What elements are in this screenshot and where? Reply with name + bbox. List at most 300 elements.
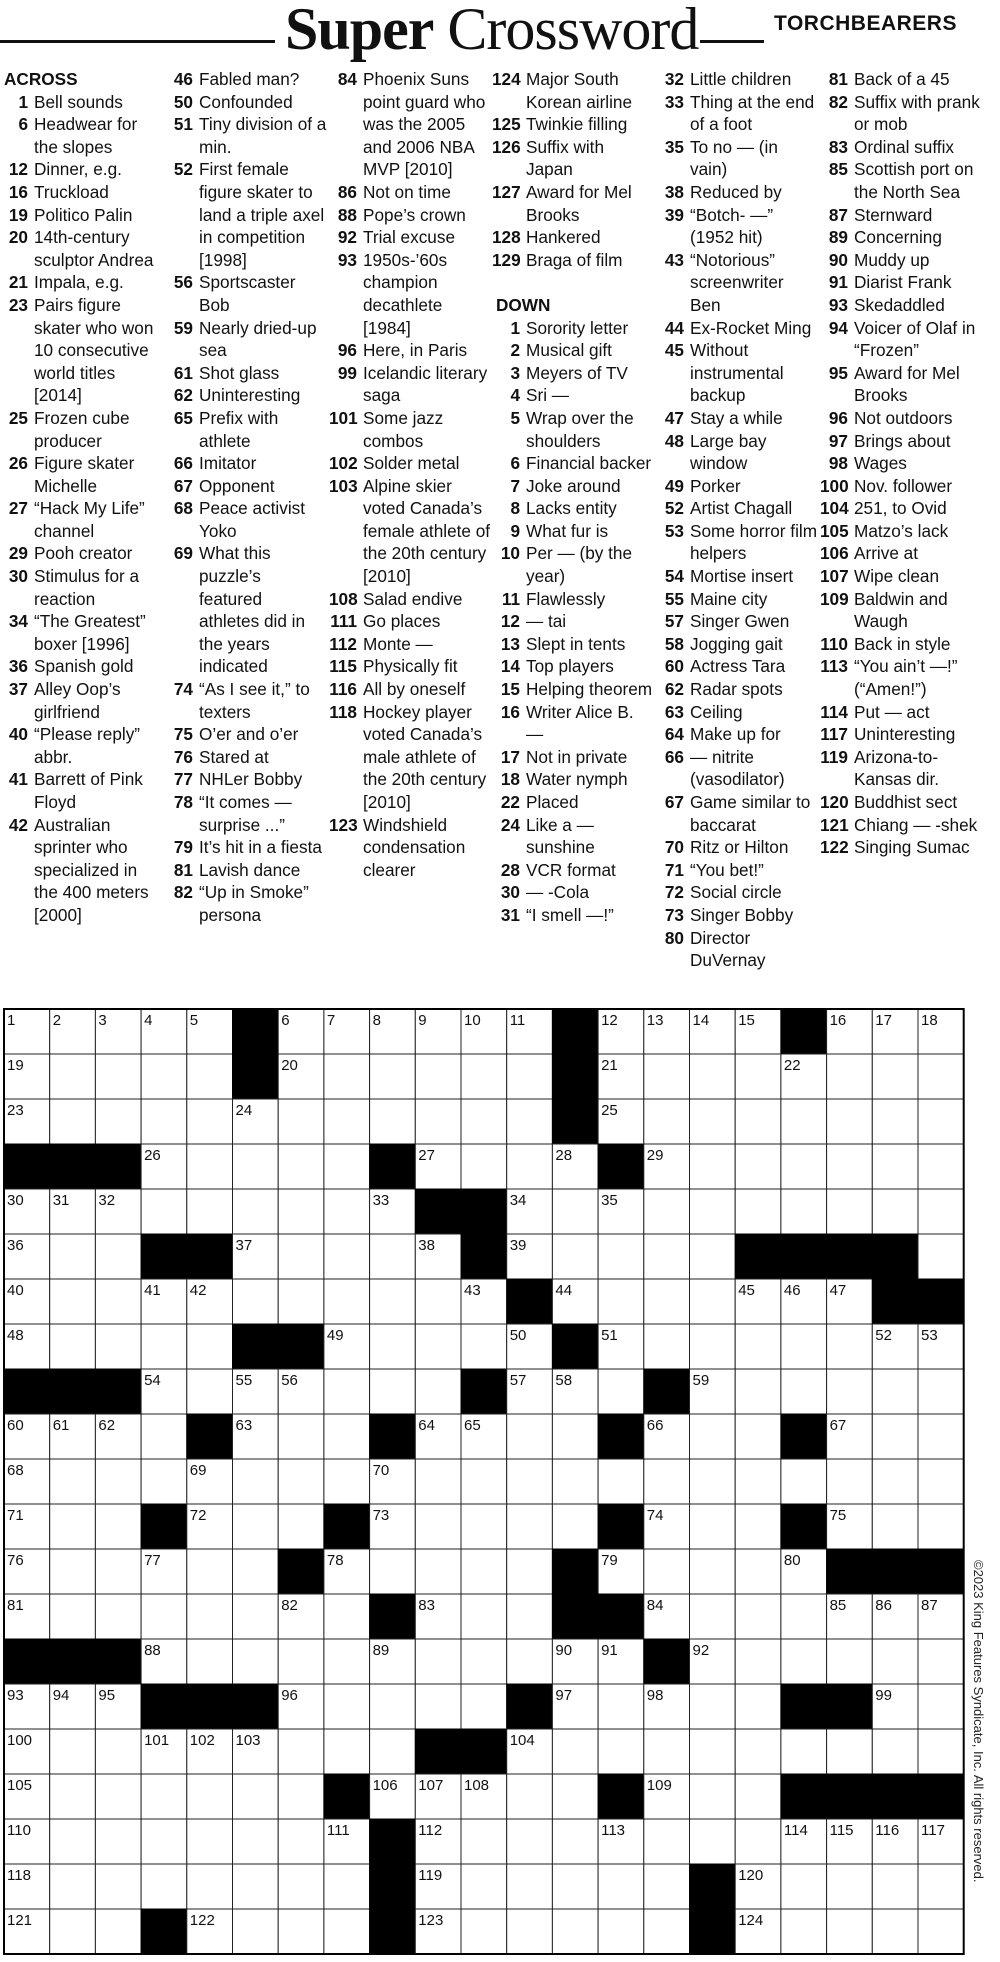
grid-cell[interactable] (415, 1099, 461, 1144)
grid-cell[interactable] (278, 1864, 324, 1909)
grid-cell[interactable] (918, 1864, 964, 1909)
grid-cell[interactable] (644, 1234, 690, 1279)
grid-cell[interactable] (690, 1504, 736, 1549)
grid-cell[interactable] (552, 1234, 598, 1279)
grid-cell[interactable] (827, 1324, 873, 1369)
grid-cell[interactable] (50, 1729, 96, 1774)
clue-item (820, 791, 982, 814)
grid-cell[interactable] (278, 1774, 324, 1819)
grid-cell[interactable] (598, 1369, 644, 1414)
grid-cell[interactable] (233, 1549, 279, 1594)
grid-cell[interactable] (690, 1234, 736, 1279)
grid-cell[interactable] (918, 1414, 964, 1459)
grid-cell[interactable] (827, 1189, 873, 1234)
grid-cell[interactable] (461, 1324, 507, 1369)
grid-cell[interactable] (187, 1369, 233, 1414)
grid-cell[interactable] (141, 1594, 187, 1639)
grid-cell[interactable] (918, 1639, 964, 1684)
grid-cell[interactable] (690, 1324, 736, 1369)
grid-cell[interactable] (598, 1864, 644, 1909)
clue-number: 121 (820, 814, 849, 835)
grid-cell[interactable] (95, 1279, 141, 1324)
grid-cell[interactable] (781, 1909, 827, 1954)
grid-cell[interactable] (324, 1054, 370, 1099)
grid-cell[interactable] (324, 1144, 370, 1189)
grid-cell[interactable] (278, 1144, 324, 1189)
grid-cell[interactable] (278, 1504, 324, 1549)
grid-cell[interactable] (278, 1729, 324, 1774)
clue-number: 16 (500, 701, 520, 722)
grid-cell[interactable] (187, 1324, 233, 1369)
grid-cell[interactable] (918, 1504, 964, 1549)
clue-text: Water nymph (526, 769, 628, 790)
clue-item (820, 271, 982, 294)
grid-cell[interactable] (324, 1099, 370, 1144)
grid-cell[interactable] (918, 1099, 964, 1144)
black-square (187, 1234, 233, 1279)
grid-cell[interactable] (644, 1459, 690, 1504)
clue-number: 13 (500, 633, 520, 654)
grid-cell[interactable] (507, 1099, 553, 1144)
clue-number: 12 (8, 159, 28, 180)
grid-cell[interactable] (552, 1504, 598, 1549)
grid-cell[interactable] (735, 1414, 781, 1459)
grid-cell[interactable] (735, 1684, 781, 1729)
grid-cell[interactable] (50, 1234, 96, 1279)
grid-cell[interactable] (415, 1054, 461, 1099)
grid-cell[interactable] (95, 1729, 141, 1774)
grid-cell[interactable] (233, 1639, 279, 1684)
grid-cell[interactable] (324, 1234, 370, 1279)
clue-text: Major South Korean airline (526, 69, 633, 112)
cell-number: 109 (646, 1777, 672, 1794)
grid-cell[interactable] (644, 1054, 690, 1099)
cell-number: 73 (372, 1507, 390, 1524)
clue-number: 100 (820, 475, 849, 496)
grid-cell[interactable] (872, 1099, 918, 1144)
clue-text: Not on time (363, 181, 451, 202)
grid-cell[interactable] (507, 1414, 553, 1459)
grid-cell[interactable] (827, 1864, 873, 1909)
grid-cell[interactable] (141, 1189, 187, 1234)
grid-cell[interactable] (370, 1279, 416, 1324)
grid-cell[interactable] (827, 1729, 873, 1774)
cell-number: 91 (601, 1642, 618, 1659)
grid-cell[interactable] (507, 1504, 553, 1549)
grid-cell[interactable] (735, 1459, 781, 1504)
grid-cell[interactable] (781, 1459, 827, 1504)
grid-cell[interactable] (233, 1189, 279, 1234)
grid-cell[interactable] (507, 1549, 553, 1594)
grid-cell[interactable] (644, 1729, 690, 1774)
grid-cell[interactable] (872, 1144, 918, 1189)
black-square (781, 1234, 827, 1279)
cell-number: 27 (418, 1147, 435, 1164)
grid-cell[interactable] (50, 1504, 96, 1549)
grid-cell[interactable] (95, 1819, 141, 1864)
clue-number: 120 (820, 792, 849, 812)
grid-cell[interactable] (735, 1369, 781, 1414)
grid-cell[interactable] (95, 1504, 141, 1549)
grid-cell[interactable] (872, 1864, 918, 1909)
grid-cell[interactable] (598, 1729, 644, 1774)
grid-cell[interactable] (278, 1414, 324, 1459)
grid-cell[interactable] (278, 1819, 324, 1864)
grid-cell[interactable] (324, 1729, 370, 1774)
grid-cell[interactable] (187, 1819, 233, 1864)
grid-cell[interactable] (415, 1369, 461, 1414)
grid-cell[interactable] (644, 1279, 690, 1324)
grid-cell[interactable] (324, 1864, 370, 1909)
grid-cell[interactable] (507, 1864, 553, 1909)
grid-cell[interactable] (735, 1324, 781, 1369)
grid-cell[interactable] (324, 1639, 370, 1684)
grid-cell[interactable] (690, 1144, 736, 1189)
grid-cell[interactable] (278, 1099, 324, 1144)
grid-cell[interactable] (872, 1189, 918, 1234)
grid-cell[interactable] (918, 1144, 964, 1189)
grid-cell[interactable] (735, 1549, 781, 1594)
grid-cell[interactable] (918, 1459, 964, 1504)
grid-cell[interactable] (187, 1594, 233, 1639)
grid-cell[interactable] (415, 1639, 461, 1684)
grid-cell[interactable] (50, 1819, 96, 1864)
grid-cell[interactable] (187, 1639, 233, 1684)
grid-cell[interactable] (95, 1594, 141, 1639)
cell-number: 47 (829, 1282, 847, 1299)
grid-cell[interactable] (690, 1099, 736, 1144)
black-square (644, 1639, 690, 1684)
grid-cell[interactable] (918, 1189, 964, 1234)
grid-cell[interactable] (781, 1144, 827, 1189)
grid-cell[interactable] (141, 1324, 187, 1369)
grid-cell[interactable] (50, 1774, 96, 1819)
grid-cell[interactable] (370, 1324, 416, 1369)
grid-cell[interactable] (598, 1909, 644, 1954)
grid-cell[interactable] (324, 1909, 370, 1954)
grid-cell[interactable] (95, 1774, 141, 1819)
grid-cell[interactable] (507, 1909, 553, 1954)
grid-cell[interactable] (141, 1819, 187, 1864)
grid-cell[interactable] (690, 1054, 736, 1099)
grid-cell[interactable] (507, 1594, 553, 1639)
grid-cell[interactable] (872, 1459, 918, 1504)
grid-cell[interactable] (370, 1234, 416, 1279)
grid-cell[interactable] (507, 1639, 553, 1684)
grid-cell[interactable] (50, 1279, 96, 1324)
grid-cell[interactable] (415, 1504, 461, 1549)
clue-number: 72 (664, 882, 684, 903)
grid-cell[interactable] (233, 1459, 279, 1504)
grid-cell[interactable] (278, 1279, 324, 1324)
grid-cell[interactable] (735, 1189, 781, 1234)
grid-cell[interactable] (735, 1144, 781, 1189)
grid-cell[interactable] (827, 1099, 873, 1144)
clue-number: 22 (500, 792, 520, 812)
grid-cell[interactable] (415, 1684, 461, 1729)
clue-item (0, 294, 162, 407)
grid-cell[interactable] (141, 1864, 187, 1909)
grid-cell[interactable] (370, 1684, 416, 1729)
grid-cell[interactable] (50, 1864, 96, 1909)
grid-cell[interactable] (187, 1549, 233, 1594)
grid-cell[interactable] (781, 1594, 827, 1639)
grid-cell[interactable] (552, 1864, 598, 1909)
grid-cell[interactable] (872, 1909, 918, 1954)
cell-number: 15 (738, 1012, 755, 1029)
grid-cell[interactable] (552, 1909, 598, 1954)
grid-cell[interactable] (690, 1549, 736, 1594)
grid-cell[interactable] (552, 1729, 598, 1774)
grid-cell[interactable] (552, 1819, 598, 1864)
grid-cell[interactable] (644, 1864, 690, 1909)
crossword-grid (3, 1008, 964, 1954)
clue-item (165, 317, 327, 362)
grid-cell[interactable] (95, 1234, 141, 1279)
grid-cell[interactable] (187, 1144, 233, 1189)
grid-cell[interactable] (141, 1054, 187, 1099)
cell-number: 83 (418, 1597, 435, 1614)
grid-cell[interactable] (461, 1459, 507, 1504)
grid-cell[interactable] (781, 1639, 827, 1684)
grid-cell[interactable] (233, 1909, 279, 1954)
grid-cell[interactable] (735, 1819, 781, 1864)
grid-cell[interactable] (50, 1549, 96, 1594)
grid-cell[interactable] (690, 1414, 736, 1459)
grid-cell[interactable] (918, 1909, 964, 1954)
grid-cell[interactable] (690, 1189, 736, 1234)
grid-cell[interactable] (461, 1054, 507, 1099)
grid-cell[interactable] (50, 1054, 96, 1099)
grid-cell[interactable] (278, 1639, 324, 1684)
clue-text: 14th-century sculptor Andrea (34, 227, 154, 270)
grid-cell[interactable] (233, 1279, 279, 1324)
grid-cell[interactable] (507, 1774, 553, 1819)
black-square (187, 1414, 233, 1459)
grid-cell[interactable] (644, 1099, 690, 1144)
grid-cell[interactable] (872, 1639, 918, 1684)
grid-cell[interactable] (872, 1369, 918, 1414)
grid-cell[interactable] (461, 1819, 507, 1864)
grid-cell[interactable] (324, 1189, 370, 1234)
grid-cell[interactable] (95, 1099, 141, 1144)
grid-cell[interactable] (95, 1549, 141, 1594)
grid-cell[interactable] (187, 1189, 233, 1234)
grid-cell[interactable] (735, 1099, 781, 1144)
grid-cell[interactable] (461, 1144, 507, 1189)
grid-cell[interactable] (827, 1144, 873, 1189)
grid-cell[interactable] (324, 1594, 370, 1639)
grid-cell[interactable] (735, 1504, 781, 1549)
grid-cell[interactable] (918, 1729, 964, 1774)
cell-number: 11 (509, 1012, 526, 1029)
grid-cell[interactable] (370, 1369, 416, 1414)
grid-cell[interactable] (644, 1549, 690, 1594)
grid-cell[interactable] (233, 1594, 279, 1639)
cell-number: 4 (144, 1012, 153, 1029)
clue-number: 20 (8, 227, 28, 248)
grid-cell[interactable] (95, 1324, 141, 1369)
grid-cell[interactable] (415, 1279, 461, 1324)
clue-item (329, 362, 491, 407)
grid-cell[interactable] (735, 1594, 781, 1639)
grid-cell[interactable] (872, 1729, 918, 1774)
grid-cell[interactable] (872, 1054, 918, 1099)
grid-cell[interactable] (552, 1189, 598, 1234)
grid-cell[interactable] (233, 1864, 279, 1909)
grid-cell[interactable] (278, 1909, 324, 1954)
grid-cell[interactable] (50, 1909, 96, 1954)
grid-cell[interactable] (141, 1774, 187, 1819)
grid-cell[interactable] (95, 1459, 141, 1504)
grid-cell[interactable] (690, 1684, 736, 1729)
grid-cell[interactable] (507, 1459, 553, 1504)
grid-cell[interactable] (781, 1369, 827, 1414)
grid-cell[interactable] (415, 1549, 461, 1594)
grid-cell[interactable] (735, 1054, 781, 1099)
grid-cell[interactable] (690, 1729, 736, 1774)
grid-cell[interactable] (461, 1639, 507, 1684)
grid-cell[interactable] (690, 1594, 736, 1639)
clue-number: 78 (173, 792, 193, 812)
grid-cell[interactable] (552, 1774, 598, 1819)
grid-cell[interactable] (324, 1279, 370, 1324)
grid-cell[interactable] (552, 1414, 598, 1459)
clue-text: Nearly dried-up sea (199, 317, 317, 361)
grid-cell[interactable] (370, 1054, 416, 1099)
grid-cell[interactable] (598, 1684, 644, 1729)
grid-cell[interactable] (187, 1054, 233, 1099)
clue-text: Singing Sumac (854, 837, 970, 858)
grid-cell[interactable] (690, 1459, 736, 1504)
grid-cell[interactable] (781, 1189, 827, 1234)
grid-cell[interactable] (187, 1864, 233, 1909)
clue-number: 45 (664, 340, 684, 361)
grid-cell[interactable] (233, 1144, 279, 1189)
grid-cell[interactable] (781, 1864, 827, 1909)
grid-cell[interactable] (461, 1909, 507, 1954)
clue-text: Sri — (526, 385, 569, 406)
grid-cell[interactable] (872, 1414, 918, 1459)
grid-cell[interactable] (781, 1324, 827, 1369)
grid-cell[interactable] (415, 1324, 461, 1369)
clue-item (329, 339, 491, 362)
grid-cell[interactable] (735, 1729, 781, 1774)
grid-cell[interactable] (461, 1099, 507, 1144)
clue-number: 39 (664, 204, 684, 225)
grid-cell[interactable] (918, 1684, 964, 1729)
grid-cell[interactable] (781, 1729, 827, 1774)
clue-number: 108 (329, 588, 358, 609)
grid-cell[interactable] (50, 1594, 96, 1639)
grid-cell[interactable] (461, 1549, 507, 1594)
grid-cell[interactable] (324, 1369, 370, 1414)
grid-cell[interactable] (644, 1819, 690, 1864)
cell-number: 112 (418, 1822, 443, 1839)
grid-cell[interactable] (233, 1774, 279, 1819)
grid-cell[interactable] (461, 1594, 507, 1639)
grid-cell[interactable] (233, 1819, 279, 1864)
grid-cell[interactable] (324, 1414, 370, 1459)
grid-cell[interactable] (598, 1234, 644, 1279)
grid-cell[interactable] (278, 1234, 324, 1279)
puzzle-header (0, 0, 1000, 62)
grid-cell[interactable] (141, 1414, 187, 1459)
grid-cell[interactable] (461, 1864, 507, 1909)
grid-cell[interactable] (370, 1729, 416, 1774)
clue-item (165, 91, 327, 114)
grid-cell[interactable] (507, 1819, 553, 1864)
grid-cell[interactable] (95, 1909, 141, 1954)
grid-cell[interactable] (141, 1459, 187, 1504)
grid-cell[interactable] (918, 1369, 964, 1414)
cell-number: 72 (189, 1507, 207, 1524)
grid-cell[interactable] (781, 1099, 827, 1144)
grid-cell[interactable] (690, 1774, 736, 1819)
grid-cell[interactable] (370, 1099, 416, 1144)
grid-cell[interactable] (827, 1459, 873, 1504)
grid-cell[interactable] (827, 1369, 873, 1414)
grid-cell[interactable] (50, 1459, 96, 1504)
grid-cell[interactable] (872, 1504, 918, 1549)
grid-cell[interactable] (735, 1639, 781, 1684)
clue-item (656, 339, 818, 407)
grid-cell[interactable] (827, 1639, 873, 1684)
grid-cell[interactable] (50, 1324, 96, 1369)
grid-cell[interactable] (598, 1279, 644, 1324)
grid-cell[interactable] (827, 1909, 873, 1954)
clue-number: 93 (337, 249, 357, 270)
grid-cell[interactable] (50, 1099, 96, 1144)
clue-number: 40 (8, 724, 28, 745)
black-square (690, 1864, 736, 1909)
grid-cell[interactable] (644, 1189, 690, 1234)
black-square (4, 1639, 50, 1684)
grid-cell[interactable] (552, 1459, 598, 1504)
grid-cell[interactable] (690, 1819, 736, 1864)
grid-cell[interactable] (598, 1459, 644, 1504)
clue-number: 1 (510, 317, 520, 338)
grid-cell[interactable] (735, 1774, 781, 1819)
cell-number: 52 (875, 1327, 892, 1344)
clue-item (656, 791, 818, 836)
grid-cell[interactable] (461, 1504, 507, 1549)
grid-cell[interactable] (187, 1099, 233, 1144)
clue-number: 12 (500, 611, 520, 632)
grid-cell[interactable] (644, 1324, 690, 1369)
grid-cell[interactable] (370, 1549, 416, 1594)
grid-cell[interactable] (507, 1054, 553, 1099)
grid-cell[interactable] (95, 1054, 141, 1099)
clue-item (820, 249, 982, 272)
grid-cell[interactable] (278, 1459, 324, 1504)
grid-cell[interactable] (233, 1504, 279, 1549)
grid-cell[interactable] (141, 1099, 187, 1144)
grid-cell[interactable] (324, 1684, 370, 1729)
grid-cell[interactable] (461, 1684, 507, 1729)
grid-cell[interactable] (278, 1189, 324, 1234)
grid-cell[interactable] (827, 1054, 873, 1099)
grid-cell[interactable] (415, 1459, 461, 1504)
grid-cell[interactable] (918, 1234, 964, 1279)
grid-cell[interactable] (644, 1909, 690, 1954)
grid-cell[interactable] (187, 1774, 233, 1819)
grid-cell[interactable] (507, 1144, 553, 1189)
grid-cell[interactable] (324, 1459, 370, 1504)
grid-cell[interactable] (918, 1054, 964, 1099)
grid-cell[interactable] (690, 1279, 736, 1324)
grid-cell[interactable] (95, 1864, 141, 1909)
